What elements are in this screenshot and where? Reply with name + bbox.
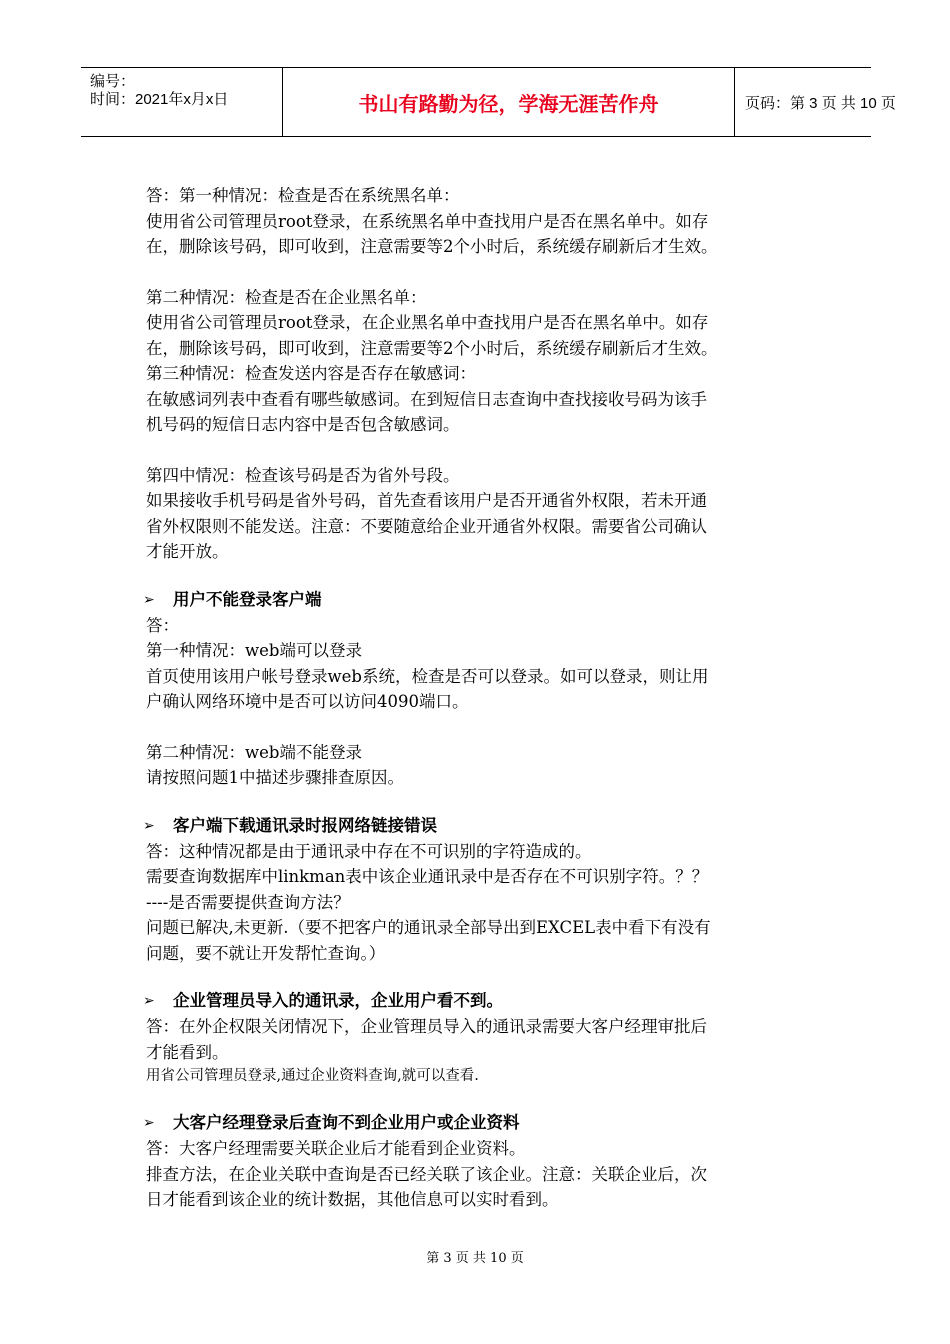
date-label: 时间：2021年x月x日 [90, 91, 229, 108]
paragraph-line: 需要查询数据库中linkman表中该企业通讯录中是否存在不可识别字符。？？ [146, 867, 709, 886]
section-heading [143, 988, 806, 1014]
section-heading-text: 客户端下载通讯录时报网络链接错误 [173, 815, 437, 835]
paragraph-line: 使用省公司管理员root登录，在系统黑名单中查找用户是否在黑名单中。如存 [146, 211, 709, 231]
page-footer: 第 3 页 共 10 页 [426, 1251, 524, 1266]
paragraph-line: 首页使用该用户帐号登录web系统，检查是否可以登录。如可以登录，则让用 [146, 666, 709, 686]
paragraph-line: 机号码的短信日志内容中是否包含敏感词。 [146, 415, 460, 434]
paragraph-line: 答：第一种情况：检查是否在系统黑名单： [146, 186, 460, 205]
paragraph-line: 第四中情况：检查该号码是否为省外号段。 [146, 465, 460, 485]
page-header [81, 67, 896, 137]
arrow-bullet-icon: ➢ [143, 591, 155, 608]
paragraph-line: 在，删除该号码，即可收到，注意需要等2个小时后，系统缓存刷新后才生效。 [146, 338, 718, 358]
section-heading [143, 813, 806, 839]
paragraph-line: ----是否需要提供查询方法？ [146, 892, 350, 912]
header-meta [81, 68, 282, 136]
section-heading-text: 用户不能登录客户端 [173, 589, 322, 609]
paragraph-line: 答：这种情况都是由于通讯录中存在不可识别的字符造成的。 [146, 841, 592, 861]
paragraph-line: 第二种情况：检查是否在企业黑名单： [146, 287, 427, 307]
section-heading [143, 1110, 806, 1136]
header-page-label: 页码：第 3 页 共 10 页 [745, 94, 896, 112]
arrow-bullet-icon: ➢ [143, 817, 155, 834]
paragraph-line: 用省公司管理员登录,通过企业资料查询,就可以查看. [146, 1068, 479, 1084]
number-label: 编号： [90, 73, 136, 90]
document-body [143, 183, 806, 1213]
paragraph-line: 使用省公司管理员root登录，在企业黑名单中查找用户是否在黑名单中。如存 [146, 313, 709, 332]
paragraph-line: 在敏感词列表中查看有哪些敏感词。在到短信日志查询中查找接收号码为该手 [146, 389, 707, 409]
paragraph-line: 答： [146, 615, 179, 635]
paragraph-line: 问题，要不就让开发帮忙查询。） [146, 943, 386, 963]
section-heading-text: 企业管理员导入的通讯录，企业用户看不到。 [173, 991, 503, 1010]
paragraph-line: 才能开放。 [146, 542, 229, 561]
paragraph-line: 第一种情况：web端可以登录 [146, 641, 362, 660]
paragraph-line: 才能看到。 [146, 1042, 229, 1062]
paragraph-line: 第二种情况：web端不能登录 [146, 742, 362, 762]
section-heading-text: 大客户经理登录后查询不到企业用户或企业资料 [173, 1113, 520, 1132]
paragraph-line: 户确认网络环境中是否可以访问4090端口。 [146, 692, 469, 711]
paragraph-line: 第三种情况：检查发送内容是否存在敏感词： [146, 364, 476, 383]
header-motto: 书山有路勤为径，学海无涯苦作舟 [282, 68, 735, 136]
paragraph-line: 排查方法，在企业关联中查询是否已经关联了该企业。注意：关联企业后，次 [146, 1164, 707, 1184]
paragraph-line: 在，删除该号码，即可收到，注意需要等2个小时后，系统缓存刷新后才生效。 [146, 237, 718, 256]
paragraph-line: 日才能看到该企业的统计数据，其他信息可以实时看到。 [146, 1190, 559, 1209]
arrow-bullet-icon: ➢ [143, 993, 155, 1009]
paragraph-line: 如果接收手机号码是省外号码，首先查看该用户是否开通省外权限，若未开通 [146, 491, 707, 510]
section-heading [143, 587, 806, 613]
arrow-bullet-icon: ➢ [143, 1115, 155, 1131]
paragraph-line: 答：大客户经理需要关联企业后才能看到企业资料。 [146, 1139, 526, 1158]
paragraph-line: 问题已解决,未更新.（要不把客户的通讯录全部导出到EXCEL表中看下有没有 [146, 918, 711, 937]
paragraph-line: 省外权限则不能发送。注意：不要随意给企业开通省外权限。需要省公司确认 [146, 516, 707, 536]
paragraph-line: 请按照问题1中描述步骤排查原因。 [146, 768, 404, 787]
paragraph-line: 答：在外企权限关闭情况下，企业管理员导入的通讯录需要大客户经理审批后 [146, 1017, 707, 1036]
